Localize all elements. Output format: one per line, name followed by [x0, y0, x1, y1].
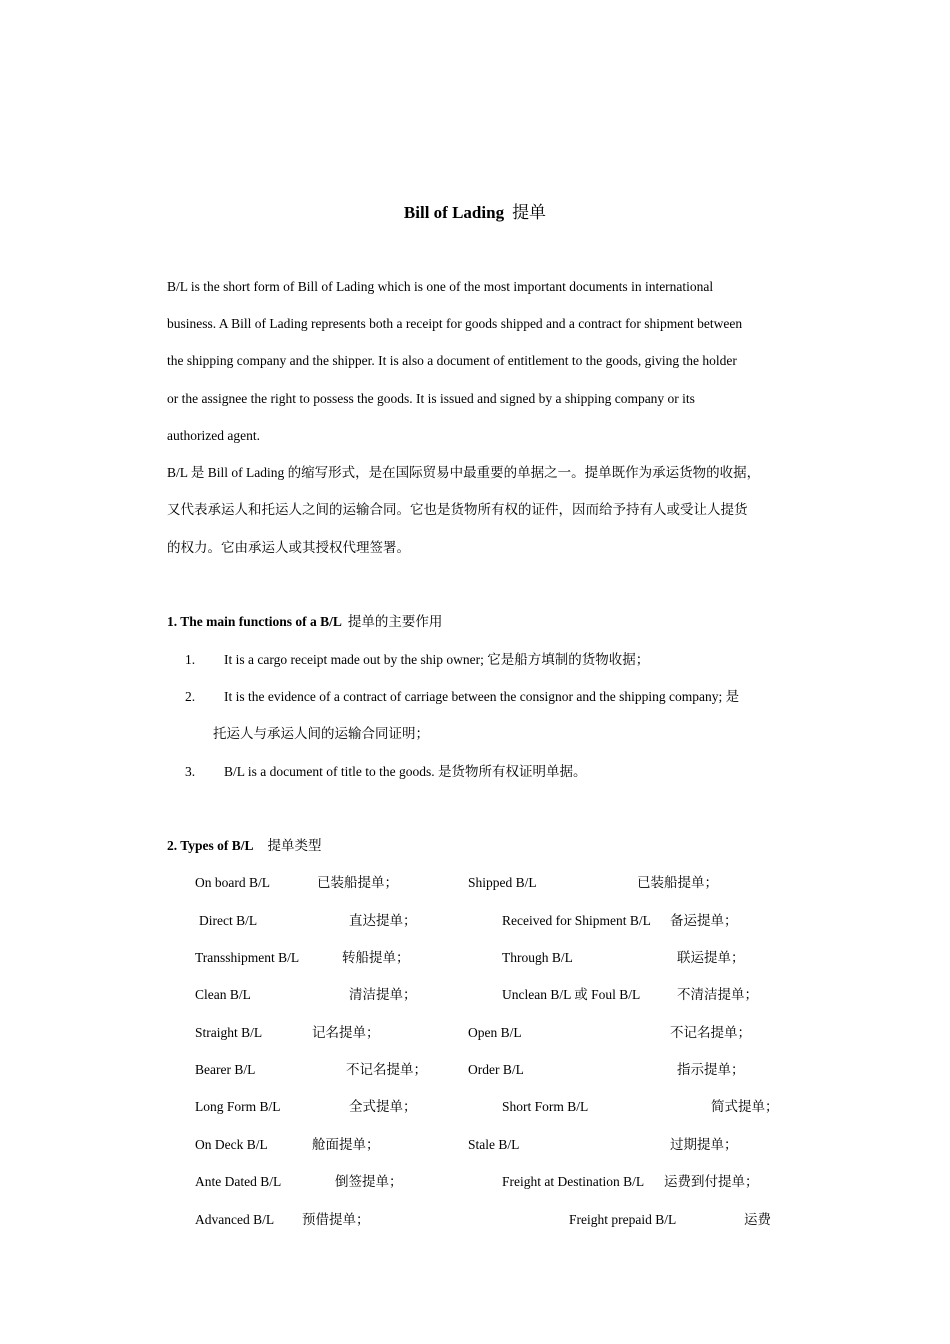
- bl-type-zh: 指示提单；: [677, 1062, 745, 1077]
- intro-en-line: the shipping company and the shipper. It is also a document of entitlement to the goods, giving the holder: [167, 353, 737, 368]
- bl-type-en: Received for Shipment B/L: [502, 913, 651, 928]
- intro-zh-line: B/L 是 Bill of Lading 的缩写形式，是在国际贸易中最重要的单据之一。提单既作为承运货物的收据，: [167, 465, 761, 480]
- bl-type-en: Ante Dated B/L: [195, 1174, 282, 1189]
- bl-type-en: Unclean B/L 或 Foul B/L: [502, 987, 641, 1002]
- bl-type-en: Advanced B/L: [195, 1212, 275, 1227]
- list-item-text: 托运人与承运人间的运输合同证明；: [213, 726, 429, 741]
- list-item-text: B/L is a document of title to the goods. 是货物所有权证明单据。: [224, 764, 587, 779]
- bl-type-en: Freight at Destination B/L: [502, 1174, 645, 1189]
- bl-type-en: Freight prepaid B/L: [569, 1212, 677, 1227]
- bl-type-zh: 预借提单；: [302, 1212, 370, 1227]
- bl-type-zh: 过期提单；: [670, 1137, 738, 1152]
- bl-type-en: Direct B/L: [199, 913, 258, 928]
- bl-type-en: Stale B/L: [468, 1137, 520, 1152]
- bl-type-zh: 不记名提单；: [346, 1062, 427, 1077]
- bl-type-en: On Deck B/L: [195, 1137, 268, 1152]
- intro-zh-line: 的权力。它由承运人或其授权代理签署。: [167, 540, 410, 555]
- section2-heading-zh: 提单类型: [267, 838, 322, 853]
- bl-type-en: Straight B/L: [195, 1025, 263, 1040]
- bl-type-en: Short Form B/L: [502, 1099, 589, 1114]
- list-item-number: 2.: [185, 689, 196, 704]
- title-zh: 提单: [512, 203, 547, 222]
- section1-heading-zh: 提单的主要作用: [347, 614, 443, 629]
- bl-type-zh: 全式提单；: [349, 1099, 417, 1114]
- intro-en-line: or the assignee the right to possess the goods. It is issued and signed by a shipping company or its: [167, 391, 695, 406]
- section2-heading: [167, 836, 322, 856]
- section1-heading-en: 1. The main functions of a B/L: [167, 614, 342, 629]
- list-item-text: It is the evidence of a contract of carriage between the consignor and the shipping company; 是: [224, 689, 740, 704]
- list-item-text: It is a cargo receipt made out by the ship owner; 它是船方填制的货物收据；: [224, 652, 650, 667]
- bl-type-zh: 舱面提单；: [312, 1137, 380, 1152]
- bl-type-en: On board B/L: [195, 875, 270, 890]
- bl-type-zh: 不记名提单；: [670, 1025, 751, 1040]
- bl-type-zh: 运费到付提单；: [664, 1174, 759, 1189]
- bl-type-zh: 运费: [744, 1212, 771, 1227]
- intro-en-line: business. A Bill of Lading represents both a receipt for goods shipped and a contract for shipment between: [167, 316, 743, 331]
- bl-type-en: Shipped B/L: [468, 875, 537, 890]
- bl-type-zh: 倒签提单；: [335, 1174, 403, 1189]
- bl-type-zh: 清洁提单；: [349, 987, 417, 1002]
- bl-type-zh: 直达提单；: [349, 913, 417, 928]
- list-item-number: 1.: [185, 652, 196, 667]
- bl-type-en: Clean B/L: [195, 987, 251, 1002]
- bl-type-en: Order B/L: [468, 1062, 524, 1077]
- bl-type-en: Transshipment B/L: [195, 950, 300, 965]
- title-en: Bill of Lading: [403, 203, 505, 222]
- list-item-number: 3.: [185, 764, 196, 779]
- intro-zh-line: 又代表承运人和托运人之间的运输合同。它也是货物所有权的证件，因而给予持有人或受让人提货: [167, 502, 748, 517]
- bl-type-zh: 转船提单；: [342, 950, 410, 965]
- bl-type-zh: 备运提单；: [670, 913, 738, 928]
- bl-type-zh: 记名提单；: [312, 1025, 380, 1040]
- bl-type-en: Bearer B/L: [195, 1062, 256, 1077]
- bl-type-zh: 已装船提单；: [637, 875, 718, 890]
- section2-heading-en: 2. Types of B/L: [167, 838, 254, 853]
- bl-type-zh: 联运提单；: [677, 950, 745, 965]
- bl-type-zh: 简式提单；: [711, 1099, 779, 1114]
- bl-type-zh: 不清洁提单；: [677, 987, 758, 1002]
- intro-en-line: authorized agent.: [167, 428, 260, 443]
- bl-type-zh: 已装船提单；: [317, 875, 398, 890]
- document-title: [0, 198, 950, 223]
- intro-en-line: B/L is the short form of Bill of Lading which is one of the most important documents in international: [167, 279, 714, 294]
- section1-heading: [167, 612, 442, 632]
- bl-type-en: Open B/L: [468, 1025, 522, 1040]
- bl-type-en: Long Form B/L: [195, 1099, 281, 1114]
- bl-type-en: Through B/L: [502, 950, 573, 965]
